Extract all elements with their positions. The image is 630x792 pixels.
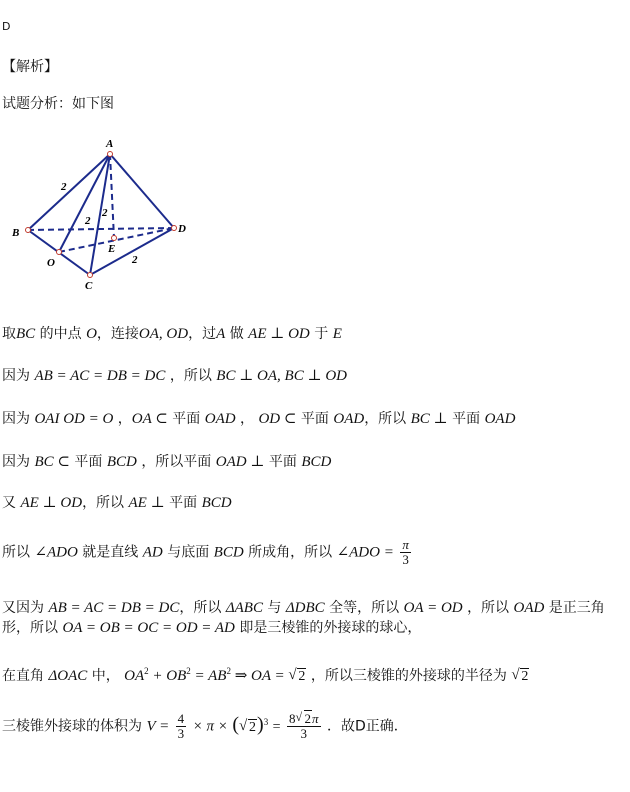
solution-line-3: 因为 OAI OD = O ，OA ⊂ 平面 OAD ， OD ⊂ 平面 OAD，所以 BC ⊥ 平面 OAD <box>2 411 516 427</box>
vertex-c-dot <box>88 273 93 278</box>
label-e: E <box>108 243 116 255</box>
solution-line-6: 所以 ∠ADO 就是直线 AD 与底面 BCD 所成角，所以 ∠ADO = $\frac{\pi}{3}$ <box>2 537 409 567</box>
solution-line-5: 又 AE ⊥ OD，所以 AE ⊥ 平面 BCD <box>2 495 232 511</box>
solution-line-4: 因为 BC ⊂ 平面 BCD ，所以平面 OAD ⊥ 平面 BCD <box>2 454 332 470</box>
label-d: D <box>178 223 186 235</box>
point-o-dot <box>57 250 62 255</box>
solution-line-7: 又因为 AB = AC = DB = DC，所以 ΔABC 与 ΔDBC 全等，所以 OA = OD ，所以 OAD 是正三角 <box>2 600 605 616</box>
fraction-pi-over-3: $\frac{\pi}{3}$ <box>402 537 409 567</box>
edge-label-ae: 2 <box>102 207 108 219</box>
tetrahedron-figure <box>0 132 200 292</box>
segment-ae-hidden <box>110 154 114 238</box>
vertex-d-dot <box>172 226 177 231</box>
fraction-volume: 8 √ 2π 3 <box>289 710 319 741</box>
label-o: O <box>47 257 55 269</box>
solution-line-2: 因为 AB = AC = DB = DC ，所以 BC ⊥ OA, BC ⊥ OD <box>2 368 347 384</box>
answer-text: D <box>2 20 11 33</box>
vertex-a-dot <box>108 152 113 157</box>
edge-label-ab: 2 <box>61 181 67 193</box>
solution-line-10: 三棱锥外接球的体积为 V = $\frac{4}{3}$ × π × ( √ 2)$^3$ = 8 √ 2π 3 ．故D正确． <box>2 710 408 741</box>
edge-cd <box>90 228 174 275</box>
solution-line-1: 取BC 的中点 O，连接OA, OD，过A 做 AE ⊥ OD 于 E <box>2 326 342 342</box>
point-e-dot <box>112 236 117 241</box>
label-a: A <box>106 138 114 150</box>
solution-line-9: 在直角 ΔOAC 中， $OA^2 + OB^2 = AB^2$ ⇒ OA = √ 2 ，所以三棱锥的外接球的半径为 √ 2 <box>2 666 529 684</box>
edge-ad <box>110 154 174 228</box>
sqrt-two-cubed: √ 2 <box>239 717 257 735</box>
vertex-b-dot <box>26 228 31 233</box>
solution-line-8: 形，所以 OA = OB = OC = OD = AD 即是三棱锥的外接球的球心， <box>2 620 422 636</box>
edge-bd-hidden <box>28 228 174 230</box>
edge-ab <box>28 154 110 230</box>
label-c: C <box>85 280 93 292</box>
label-b: B <box>12 227 20 239</box>
sqrt-two-radius: √ 2 <box>511 667 529 684</box>
segment-od-hidden <box>59 228 174 252</box>
analysis-header: 【解析】 <box>2 59 58 75</box>
intro-text: 试题分析：如下图 <box>2 96 114 112</box>
edge-label-ao: 2 <box>85 215 91 227</box>
fraction-four-thirds: $\frac{4}{3}$ <box>177 711 185 741</box>
sqrt-two: √ 2 <box>288 667 306 684</box>
edge-label-cd: 2 <box>132 254 138 266</box>
